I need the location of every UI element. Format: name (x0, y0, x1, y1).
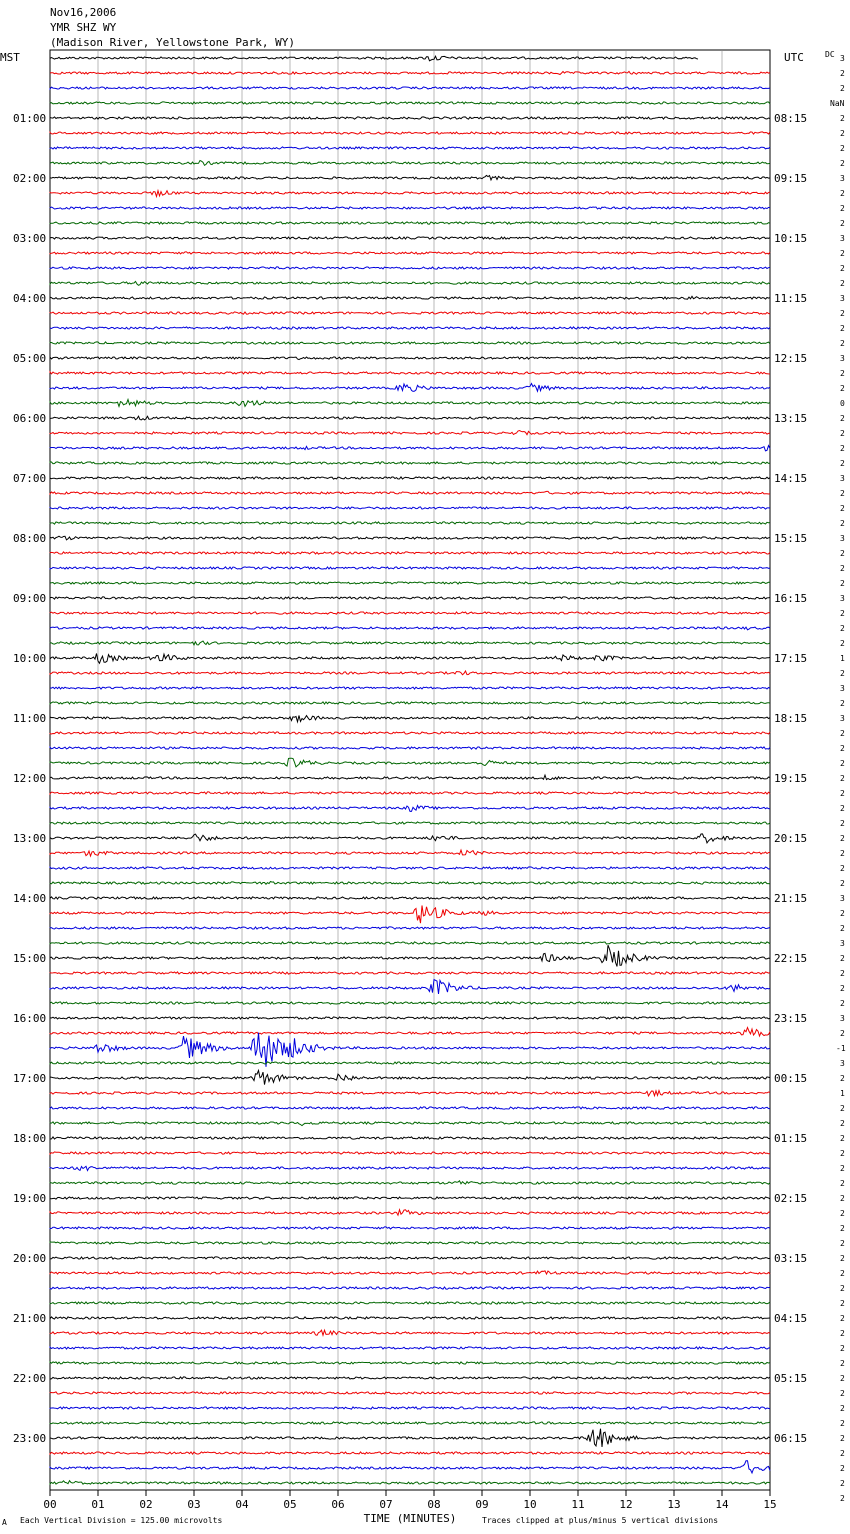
trace-62 (50, 972, 770, 974)
right-column-value: 2 (840, 1284, 845, 1293)
mst-label: 01:00 (13, 112, 47, 125)
trace-80 (50, 1242, 770, 1244)
trace-85 (50, 1317, 770, 1319)
utc-label: 00:15 (774, 1072, 808, 1085)
trace-55 (50, 867, 770, 869)
right-column-value: 2 (840, 1419, 845, 1428)
right-column-value: 2 (840, 1194, 845, 1203)
trace-34 (50, 552, 770, 554)
trace-33 (50, 536, 770, 540)
trace-13 (50, 237, 770, 239)
x-tick-label: 05 (283, 1498, 297, 1511)
trace-94 (50, 1452, 770, 1454)
trace-93 (50, 1429, 770, 1447)
x-tick-label: 03 (187, 1498, 201, 1511)
right-column-value: 2 (840, 1239, 845, 1248)
trace-59 (50, 927, 770, 929)
trace-54 (50, 850, 770, 856)
utc-label: 16:15 (774, 592, 808, 605)
trace-25 (50, 416, 770, 420)
right-column-value: 2 (840, 999, 845, 1008)
trace-16 (50, 281, 770, 285)
right-column-value: 2 (840, 489, 845, 498)
trace-24 (50, 400, 770, 407)
trace-75 (50, 1166, 770, 1170)
trace-68 (50, 1062, 770, 1064)
trace-39 (50, 627, 770, 630)
right-column-value: 2 (840, 429, 845, 438)
right-column-value: 2 (840, 159, 845, 168)
right-column-value: 2 (840, 969, 845, 978)
trace-71 (50, 1107, 770, 1109)
trace-88 (50, 1362, 770, 1364)
trace-36 (50, 582, 770, 584)
right-column-value: 3 (840, 474, 845, 483)
utc-label: 04:15 (774, 1312, 808, 1325)
trace-37 (50, 597, 770, 599)
right-column-value: 3 (840, 54, 845, 63)
trace-27 (50, 446, 770, 451)
header-station: YMR SHZ WY (50, 21, 117, 34)
x-tick-label: 04 (235, 1498, 249, 1511)
trace-20 (50, 342, 770, 344)
right-column-value: 2 (840, 669, 845, 678)
utc-label: 05:15 (774, 1372, 808, 1385)
right-column-value: 2 (840, 639, 845, 648)
right-column-value: 2 (840, 384, 845, 393)
right-column-value: -1 (836, 1044, 846, 1053)
trace-38 (50, 612, 770, 614)
right-column-value: 3 (840, 714, 845, 723)
mst-label: 11:00 (13, 712, 47, 725)
trace-47 (50, 747, 770, 749)
mst-label: 22:00 (13, 1372, 47, 1385)
x-tick-label: 11 (571, 1498, 585, 1511)
trace-14 (50, 252, 770, 254)
right-column-value: 3 (840, 1059, 845, 1068)
mst-label: 19:00 (13, 1192, 47, 1205)
utc-label: 03:15 (774, 1252, 808, 1265)
trace-26 (50, 431, 770, 435)
utc-label: 09:15 (774, 172, 808, 185)
trace-50 (50, 792, 770, 794)
utc-labels (774, 112, 807, 1445)
trace-28 (50, 462, 770, 464)
mst-label: 08:00 (13, 532, 47, 545)
right-column-value: 2 (840, 444, 845, 453)
right-column-value: 2 (840, 1209, 845, 1218)
right-column-value: 2 (840, 69, 845, 78)
right-column-value: 2 (840, 144, 845, 153)
right-column-value: 2 (840, 249, 845, 258)
right-column-value: 2 (840, 834, 845, 843)
trace-60 (50, 942, 770, 944)
trace-84 (50, 1302, 770, 1304)
mst-label: 17:00 (13, 1072, 47, 1085)
right-column-value: 3 (840, 534, 845, 543)
x-tick-label: 00 (43, 1498, 57, 1511)
right-column-value: 2 (840, 84, 845, 93)
right-column-value: 1 (840, 1089, 845, 1098)
left-axis-title: MST (0, 51, 20, 64)
mst-label: 03:00 (13, 232, 47, 245)
mst-label: 10:00 (13, 652, 47, 665)
right-column-value: 2 (840, 1074, 845, 1083)
utc-label: 14:15 (774, 472, 808, 485)
mst-label: 12:00 (13, 772, 47, 785)
utc-label: 13:15 (774, 412, 808, 425)
right-column-value: 2 (840, 1149, 845, 1158)
x-tick-label: 07 (379, 1498, 393, 1511)
x-tick-label: 09 (475, 1498, 489, 1511)
right-column-value: 2 (840, 849, 845, 858)
trace-35 (50, 567, 770, 569)
mst-label: 09:00 (13, 592, 47, 605)
utc-label: 18:15 (774, 712, 808, 725)
x-axis (43, 1490, 776, 1511)
header-location: (Madison River, Yellowstone Park, WY) (50, 36, 296, 49)
trace-32 (50, 522, 770, 524)
right-column-value: 2 (840, 729, 845, 738)
right-column-value: 2 (840, 954, 845, 963)
mst-labels (13, 112, 46, 1445)
trace-69 (50, 1071, 770, 1085)
trace-23 (50, 384, 770, 392)
trace-95 (50, 1461, 770, 1473)
mst-label: 06:00 (13, 412, 47, 425)
utc-label: 02:15 (774, 1192, 808, 1205)
trace-82 (50, 1271, 770, 1274)
x-tick-label: 13 (667, 1498, 681, 1511)
right-axis-title: UTC (784, 51, 804, 64)
right-column-value: 3 (840, 939, 845, 948)
trace-44 (50, 702, 770, 704)
right-column-value: 3 (840, 174, 845, 183)
right-column-value: 1 (840, 654, 845, 663)
right-column-value: 2 (840, 1374, 845, 1383)
utc-label: 23:15 (774, 1012, 808, 1025)
utc-label: 12:15 (774, 352, 808, 365)
trace-45 (50, 716, 770, 722)
mst-label: 07:00 (13, 472, 47, 485)
utc-label: 21:15 (774, 892, 808, 905)
trace-53 (50, 834, 770, 843)
right-column-value: 2 (840, 1134, 845, 1143)
trace-30 (50, 491, 770, 494)
x-tick-label: 01 (91, 1498, 105, 1511)
mst-label: 20:00 (13, 1252, 47, 1265)
mst-label: 05:00 (13, 352, 47, 365)
right-column-value: 2 (840, 1029, 845, 1038)
trace-64 (50, 1002, 770, 1004)
right-column-value: 2 (840, 1344, 845, 1353)
trace-12 (50, 222, 770, 224)
mst-label: 23:00 (13, 1432, 47, 1445)
right-column-value: NaN (830, 99, 845, 108)
trace-86 (50, 1330, 770, 1335)
trace-52 (50, 822, 770, 824)
right-column-value: 2 (840, 369, 845, 378)
right-column-value: 2 (840, 204, 845, 213)
utc-label: 06:15 (774, 1432, 808, 1445)
right-column-value: 2 (840, 789, 845, 798)
trace-48 (50, 758, 770, 767)
utc-label: 01:15 (774, 1132, 808, 1145)
trace-41 (50, 654, 770, 664)
right-column-value: 2 (840, 339, 845, 348)
trace-40 (50, 641, 770, 645)
trace-5 (50, 117, 770, 119)
trace-56 (50, 882, 770, 885)
right-column-value: 2 (840, 504, 845, 513)
trace-66 (50, 1028, 770, 1037)
trace-9 (50, 175, 770, 180)
right-column-value: 2 (840, 309, 845, 318)
trace-4 (50, 102, 770, 104)
trace-87 (50, 1347, 770, 1349)
right-column-value: 3 (840, 684, 845, 693)
right-column-value: 2 (840, 1359, 845, 1368)
right-column-value: 2 (840, 699, 845, 708)
trace-42 (50, 671, 770, 675)
right-column-value: 2 (840, 279, 845, 288)
trace-79 (50, 1227, 770, 1229)
trace-74 (50, 1152, 770, 1154)
utc-label: 17:15 (774, 652, 808, 665)
right-column-value: 2 (840, 774, 845, 783)
trace-17 (50, 296, 770, 299)
right-column-value: 2 (840, 759, 845, 768)
trace-58 (50, 906, 770, 924)
right-column-value: 2 (840, 1449, 845, 1458)
trace-61 (50, 945, 770, 966)
right-column-value: 2 (840, 1179, 845, 1188)
right-column-value: 2 (840, 1389, 845, 1398)
right-column-value: 2 (840, 459, 845, 468)
utc-label: 11:15 (774, 292, 808, 305)
right-column-value: 2 (840, 1224, 845, 1233)
right-column-value: 2 (840, 219, 845, 228)
right-column-value: 3 (840, 594, 845, 603)
trace-15 (50, 267, 770, 269)
right-column-value: 2 (840, 1299, 845, 1308)
trace-70 (50, 1091, 770, 1096)
right-column-value: 2 (840, 549, 845, 558)
right-column-value: 2 (840, 189, 845, 198)
x-tick-label: 12 (619, 1498, 633, 1511)
trace-73 (50, 1137, 770, 1139)
trace-1 (50, 56, 698, 61)
right-column-value: 2 (840, 624, 845, 633)
right-column-value: 0 (840, 399, 845, 408)
right-column-value: 2 (840, 1314, 845, 1323)
right-column-header: DC (825, 50, 835, 59)
trace-83 (50, 1287, 770, 1289)
right-column-value: 2 (840, 1479, 845, 1488)
right-column-value: 2 (840, 984, 845, 993)
right-column-value: 2 (840, 1164, 845, 1173)
trace-89 (50, 1377, 770, 1379)
mst-label: 04:00 (13, 292, 47, 305)
trace-57 (50, 897, 770, 899)
trace-7 (50, 147, 770, 149)
trace-49 (50, 775, 770, 780)
right-column-value: 2 (840, 924, 845, 933)
right-column-value: 3 (840, 234, 845, 243)
footer-left-mark: A (2, 1518, 7, 1527)
right-column-value: 2 (840, 819, 845, 828)
footer-clip-note: Traces clipped at plus/minus 5 vertical divisions (482, 1516, 719, 1525)
trace-46 (50, 732, 770, 734)
trace-19 (50, 327, 770, 329)
trace-72 (50, 1122, 770, 1126)
utc-label: 20:15 (774, 832, 808, 845)
header-date: Nov16,2006 (50, 6, 117, 19)
trace-18 (50, 312, 770, 314)
mst-label: 15:00 (13, 952, 47, 965)
right-column-value: 2 (840, 519, 845, 528)
right-column-value: 2 (840, 909, 845, 918)
trace-10 (50, 191, 770, 197)
right-column-value: 2 (840, 564, 845, 573)
right-column-value: 2 (840, 1329, 845, 1338)
utc-label: 10:15 (774, 232, 808, 245)
right-column-value: 2 (840, 804, 845, 813)
right-column-value: 2 (840, 579, 845, 588)
x-tick-label: 14 (715, 1498, 729, 1511)
right-column-value: 3 (840, 894, 845, 903)
trace-65 (50, 1017, 770, 1019)
mst-label: 18:00 (13, 1132, 47, 1145)
right-column-value: 2 (840, 1434, 845, 1443)
right-column-value: 2 (840, 879, 845, 888)
utc-label: 08:15 (774, 112, 808, 125)
trace-8 (50, 161, 770, 166)
trace-22 (50, 372, 770, 374)
x-tick-label: 08 (427, 1498, 441, 1511)
trace-11 (50, 207, 770, 209)
mst-label: 16:00 (13, 1012, 47, 1025)
right-column-value: 2 (840, 864, 845, 873)
right-column-value: 3 (840, 354, 845, 363)
right-column-value: 2 (840, 1464, 845, 1473)
utc-label: 15:15 (774, 532, 808, 545)
right-column-value: 2 (840, 324, 845, 333)
utc-label: 22:15 (774, 952, 808, 965)
footer-scale-note: Each Vertical Division = 125.00 microvolts (20, 1516, 223, 1525)
mst-label: 13:00 (13, 832, 47, 845)
right-column-value: 2 (840, 1104, 845, 1113)
trace-21 (50, 357, 770, 360)
utc-label: 19:15 (774, 772, 808, 785)
right-column-value: 2 (840, 1494, 845, 1503)
trace-51 (50, 806, 770, 812)
right-column-value: 2 (840, 129, 845, 138)
right-column-value: 3 (840, 1014, 845, 1023)
right-column-value: 2 (840, 114, 845, 123)
trace-29 (50, 477, 770, 479)
right-column-value: 2 (840, 1404, 845, 1413)
trace-77 (50, 1197, 770, 1199)
x-tick-label: 10 (523, 1498, 537, 1511)
trace-81 (50, 1257, 770, 1259)
x-tick-label: 06 (331, 1498, 345, 1511)
trace-90 (50, 1392, 770, 1394)
right-column-value: 2 (840, 609, 845, 618)
right-column-value: 2 (840, 414, 845, 423)
trace-63 (50, 980, 770, 995)
trace-92 (50, 1422, 770, 1424)
x-tick-label: 15 (763, 1498, 777, 1511)
right-column-value: 3 (840, 294, 845, 303)
trace-76 (50, 1181, 770, 1184)
right-column-value: 2 (840, 744, 845, 753)
trace-78 (50, 1210, 770, 1216)
trace-3 (50, 87, 770, 89)
right-column-value: 2 (840, 1119, 845, 1128)
trace-group (50, 56, 770, 1484)
x-axis-title: TIME (MINUTES) (363, 1512, 457, 1525)
trace-43 (50, 687, 770, 689)
trace-6 (50, 132, 770, 134)
mst-label: 21:00 (13, 1312, 47, 1325)
trace-96 (50, 1481, 770, 1485)
right-column-values (830, 54, 846, 1503)
right-column-value: 2 (840, 1269, 845, 1278)
right-column-value: 2 (840, 1254, 845, 1263)
trace-91 (50, 1407, 770, 1409)
right-column-value: 2 (840, 264, 845, 273)
x-tick-label: 02 (139, 1498, 153, 1511)
mst-label: 02:00 (13, 172, 47, 185)
mst-label: 14:00 (13, 892, 47, 905)
trace-31 (50, 507, 770, 509)
trace-2 (50, 71, 770, 74)
